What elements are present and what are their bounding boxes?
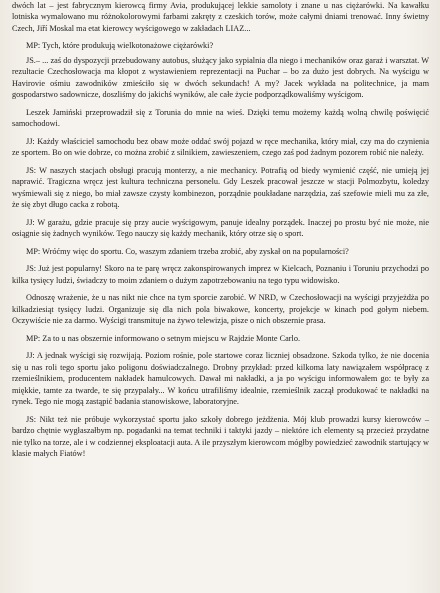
paragraph: Leszek Jamiński przeprowadził się z Torunia do mnie na wieś. Dzięki temu możemy każdą wolną chwilę poświęcić samochodowi. [12, 107, 429, 129]
question-mp: MP: Za to u nas obszernie informowano o setnym miejscu w Rajdzie Monte Carlo. [26, 333, 301, 343]
answer-jj: JJ: A jednak wyścigi się rozwijają. Poziom rośnie, pole startowe coraz liczniej obsadzone. Szkoda tylko, że nie docenia się u nas roli tego sportu jako poligonu doświadczalnego. Drobny przykład: przed kilkoma laty nawiązałem współpracę z rzemieślnikiem, producentem nakładek hamulcowych. Dawał mi nakładki, a ja po wyścigu informowałem go: te były za miękkie, tamte za twarde, te się przypalały... W końcu utrafiliśmy idealnie, rzemieślnik zaczął produkować te nakładki na rynek. Tego nie mogą zastąpić badania stanowiskowe, laboratoryjne. [12, 351, 429, 407]
answer-js: JS.– ... zaś do dyspozycji przebudowany autobus, służący jako sypialnia dla niego i mechaników oraz garaż i warsztat. W rezultacie Czechosłowacja ma kłopot z wystawieniem reprezentacji na Puchar – bo za dużo jest dobrych. Na wyścigu w Havirovie ośmiu zawodników zmieściło się w dwóch sekundach! A my? Jacek wykłada na politechnice, ja mam gospodarstwo sadownicze, doszliśmy do jakichś wyników, ale całe życie podporządkowaliśmy wyścigom. [12, 55, 429, 100]
paragraph-continued: dwóch lat – jest fabrycznym kierowcą firmy Avia, produkującej lekkie samoloty i znane u nas ciężarówki. Na kawałku lotniska wymalowano mu różnokolorowymi farbami zakręty z czeskich torów, może całymi dniami trenować. Inny świetny Czech, Jiří Moskal ma etat kierowcy wyścigowego w zakładach LIAZ... [12, 1, 429, 33]
answer-js: JS: Już jest popularny! Skoro na te parę wręcz zakonspirowanych imprez w Kielcach, Poznaniu i Toruniu przychodzi po kilka tysięcy ludzi, świadczy to moim zdaniem o dużym zapotrzebowaniu na tego typu widowisko. [12, 264, 429, 285]
question-mp: MP: Tych, które produkują wielkotonażowe ciężarówki? [26, 41, 214, 51]
question-mp: MP: Wróćmy więc do sportu. Co, waszym zdaniem trzeba zrobić, aby zyskał on na popularności? [26, 246, 349, 256]
answer-js: JS: W naszych stacjach obsługi pracują monterzy, a nie mechanicy. Potrafią od biedy wymienić część, nie umieją jej naprawić. Tragiczna wręcz jest kultura techniczna personelu. Gdy Leszek pracował jeszcze w stacji Polmozbytu, koledzy wyśmiewali się z niego, bo miał zawsze czysty kombinezon, porządnie poukładane narzędzia, zaś szefowie mieli mu za złe, że się zbyt długo cacka z robotą. [12, 165, 429, 210]
answer-js: JS: Nikt też nie próbuje wykorzystać sportu jako szkoły dobrego jeżdżenia. Mój klub prowadzi kursy kierowców – bardzo chętnie wygłaszałbym np. pogadanki na temat techniki i taktyki jazdy – niektóre ich elementy są przecież przydatne nie tylko na torze, ale i w codziennej eksploatacji auta. A ile przyszłym kierowcom mógłby powiedzieć zawodnik startujący w klasie małych Fiatów! [12, 414, 429, 458]
answer-jj: JJ: W garażu, gdzie pracuje się przy aucie wyścigowym, panuje idealny porządek. Inaczej po prostu być nie może, nie osiągnie się żadnych wyników. Tego nauczy się każdy mechanik, który otrze się o sport. [12, 217, 429, 239]
paragraph: Odnoszę wrażenie, że u nas nikt nie chce na tym sporcie zarobić. W NRD, w Czechosłowacji na wyścigi przyjeżdża po kilkadziesiąt tysięcy ludzi. Organizuje się dla nich pola biwakowe, koncerty, projekcje w kinach pod gołym niebem. Oczywiście nie za darmo. Wyścigi transmituje na żywo telewizja, pisze o nich obszernie prasa. [12, 293, 429, 326]
answer-jj: JJ: Każdy właściciel samochodu bez obaw może oddać swój pojazd w ręce mechanika, który miał, czy ma do czynienia ze sportem. Bo on wie dobrze, co można zrobić z silnikiem, zawieszeniem, czego zaś pod żadnym pozorem robić nie należy. [12, 136, 429, 158]
